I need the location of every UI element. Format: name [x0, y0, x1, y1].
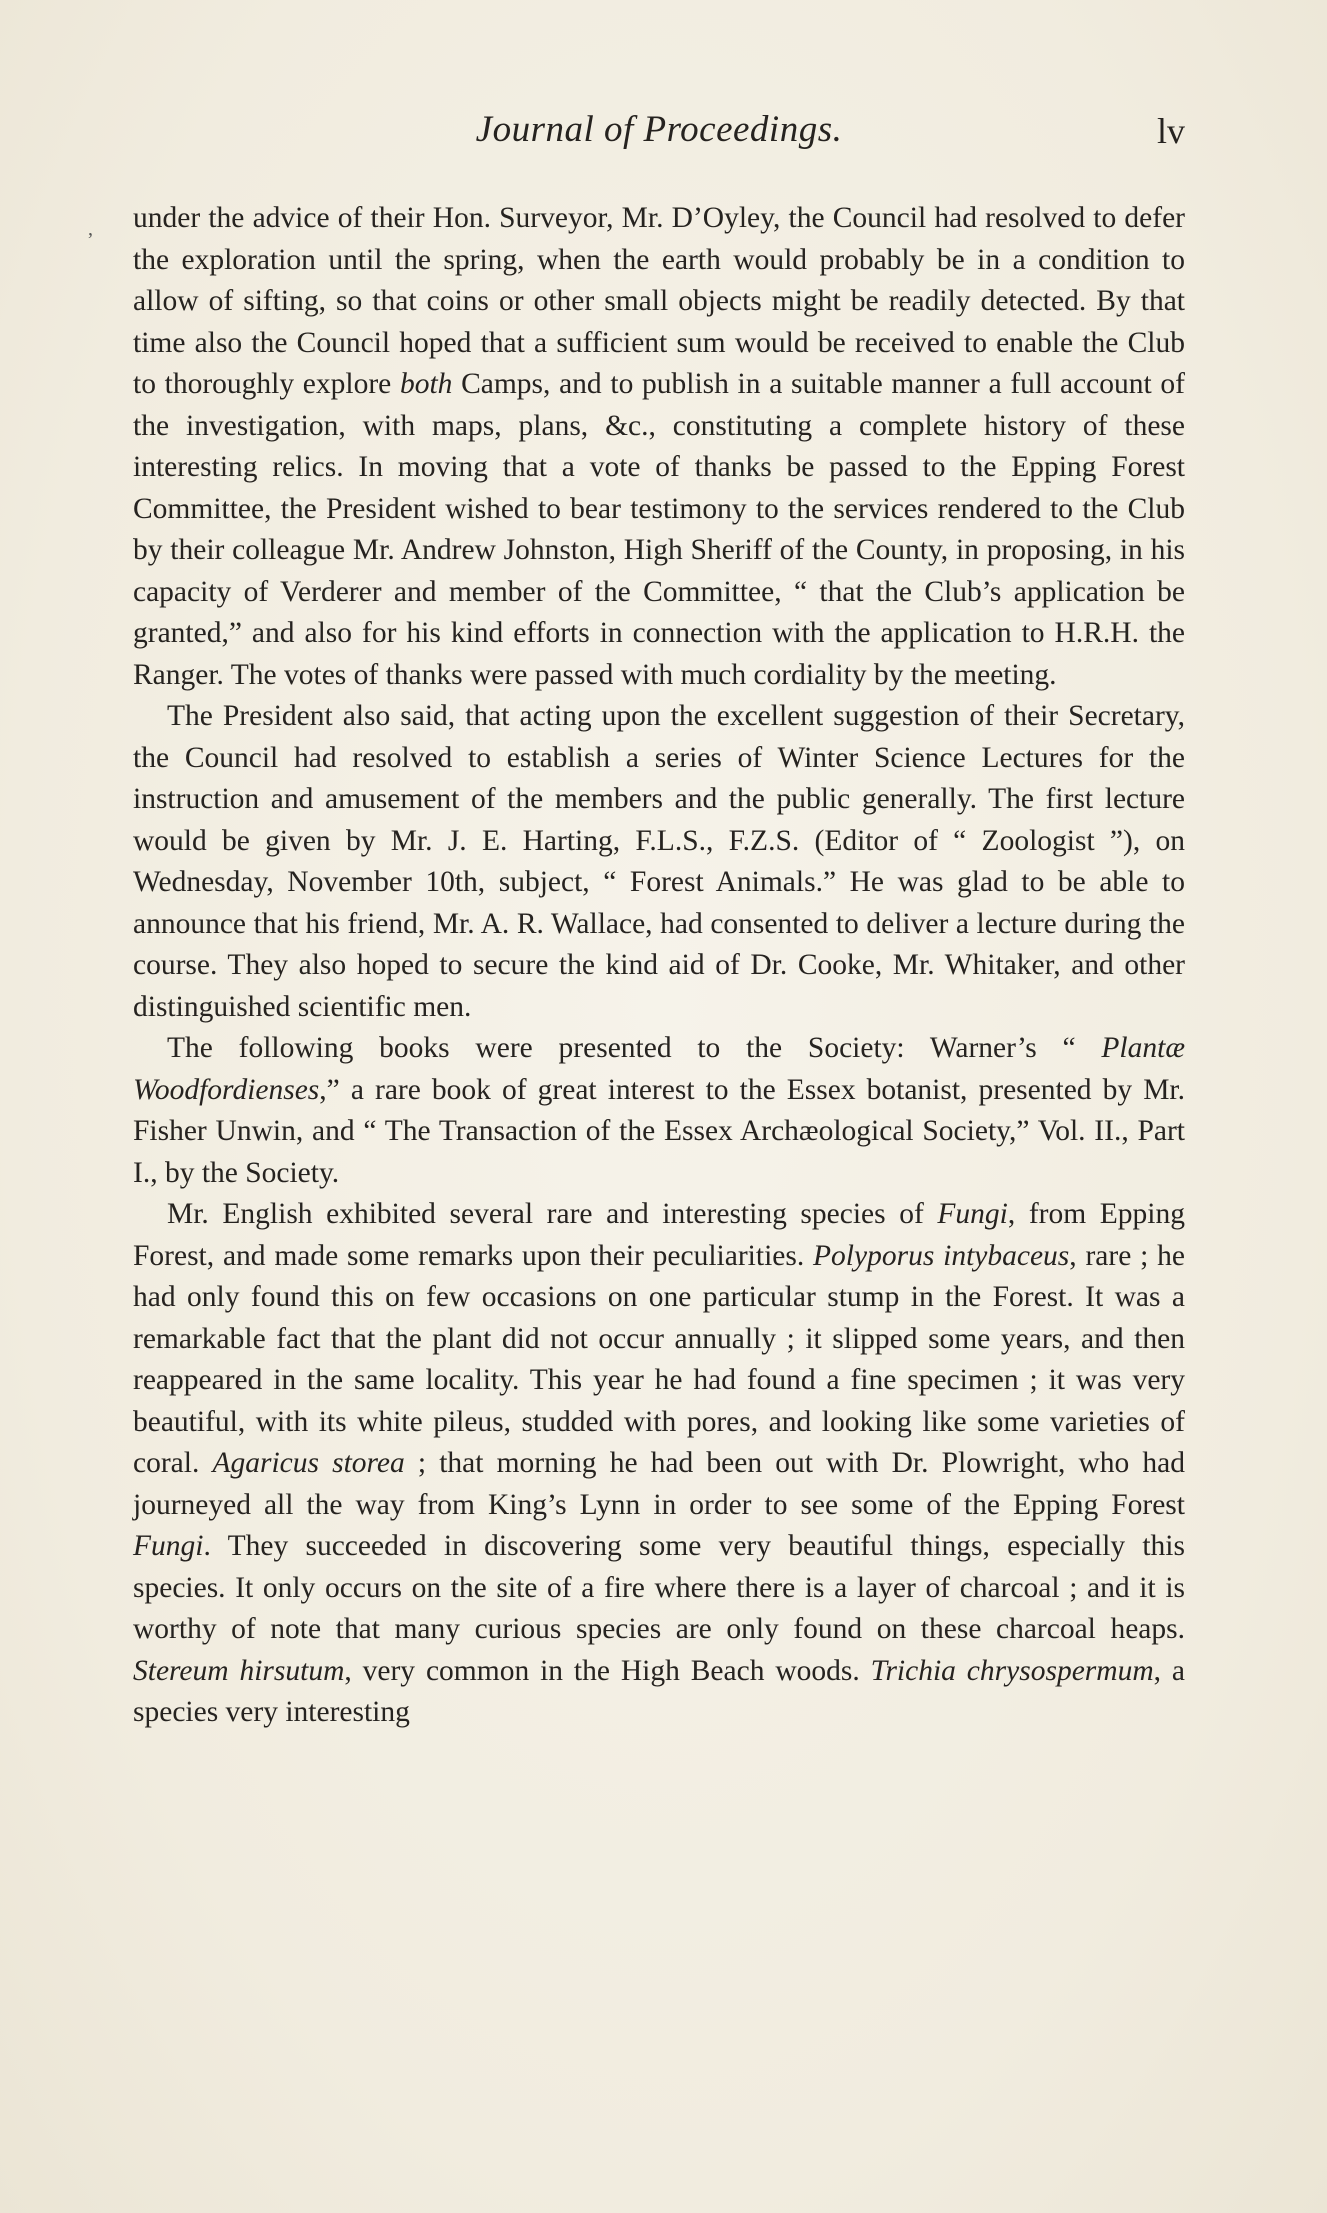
italic-term: both — [399, 368, 453, 400]
text-run: under the advice of their Hon. Surveyor, Mr. D’Oyley, the Council had resolved to defer the exploration until the spring, when the earth would probably be in a condition to allow of sifting, so that coins or other small objects might be readily detected. By that time also the Council hoped that a sufficient sum would be received to enable the Club to thoroughly explore — [133, 202, 1185, 400]
running-title: Journal of Proceedings. — [475, 109, 843, 150]
italic-term: Fungi — [133, 1530, 204, 1562]
italic-term: Trichia chrysospermum — [870, 1654, 1154, 1687]
text-run: ,” a rare book of great interest to the Essex botanist, presented by Mr. Fisher Unwin, and “ The Transaction of the Essex Archæological Society,” Vol. II., Part I., by the Society. — [133, 1073, 1185, 1189]
running-head — [133, 108, 1185, 158]
paragraph — [133, 1194, 1185, 1734]
paragraph — [133, 696, 1185, 1028]
paragraph — [133, 1028, 1185, 1194]
text-run: , very common in the High Beach woods. — [344, 1654, 871, 1687]
text-run: The President also said, that acting upon the excellent suggestion of their Secretary, the Council had resolved to establish a series of Winter Science Lectures for the instruction and amusement of the members and the public generally. The first lecture would be given by Mr. J. E. Harting, F.L.S., F.Z.S. (Editor of “ Zoologist ”), on Wednesday, November 10th, subject, “ Forest Animals.” He was glad to be able to announce that his friend, Mr. A. R. Wallace, had consented to deliver a lecture during the course. They also hoped to secure the kind aid of Dr. Cooke, Mr. Whitaker, and other distinguished scientific men. — [133, 700, 1185, 1023]
margin-mark: , — [88, 218, 93, 240]
italic-term: Fungi — [937, 1198, 1008, 1230]
body-text — [133, 198, 1185, 1734]
text-run: , a species very interesting — [133, 1654, 1185, 1728]
page-number: lv — [1156, 111, 1185, 151]
text-run: The following books were presented to the Society: Warner’s “ — [167, 1032, 1102, 1064]
text-run: , from Epping Forest, and made some remarks upon their peculiarities. — [133, 1198, 1185, 1272]
text-run: Camps, and to publish in a suitable manner a full account of the investigation, with maps, plans, &c., constituting a complete history of these interesting relics. In moving that a vote of thanks be passed to the Epping Forest Committee, the President wished to bear testimony to the services rendered to the Club by their colleague Mr. Andrew Johnston, High Sheriff of the County, in proposing, in his capacity of Verderer and member of the Committee, “ that the Club’s application be granted,” and also for his kind efforts in connection with the application to H.R.H. the Ranger. The votes of thanks were passed with much cordiality by the meeting. — [133, 368, 1185, 691]
text-run: ; that morning he had been out with Dr. Plowright, who had journeyed all the way from King’s Lynn in order to see some of the Epping Forest — [133, 1447, 1185, 1521]
text-run: . They succeeded in discovering some very beautiful things, especially this species. It only occurs on the site of a fire where there is a layer of charcoal ; and it is worthy of note that many curious species are only found on these charcoal heaps. — [133, 1530, 1185, 1645]
italic-term: Agaricus storea — [212, 1447, 405, 1479]
italic-term: Plantæ Woodfordienses — [133, 1032, 1185, 1106]
italic-term: Polyporus intybaceus — [813, 1239, 1070, 1272]
paragraph — [133, 198, 1185, 696]
text-run: , rare ; he had only found this on few occasions on one particular stump in the Forest. It was a remarkable fact that the plant did not occur annually ; it slipped some years, and then reappeared in the same locality. This year he had found a fine specimen ; it was very beautiful, with its white pileus, studded with pores, and looking like some varieties of coral. — [133, 1239, 1185, 1479]
text-run: Mr. English exhibited several rare and interesting species of — [167, 1198, 938, 1230]
italic-term: Stereum hirsutum — [133, 1654, 345, 1687]
